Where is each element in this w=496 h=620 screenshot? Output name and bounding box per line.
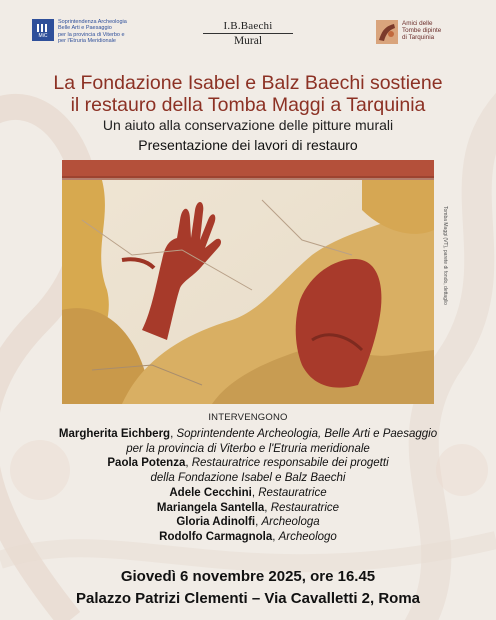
speaker-role-cont: della Fondazione Isabel e Balz Baechi <box>150 472 346 485</box>
speaker-item: Margherita Eichberg, Soprintendente Archeologia, Belle Arti e Paesaggio per la provincia di Viterbo e l'Etruria meridionale <box>58 428 438 455</box>
image-caption: Tomba Maggi (VT), parete di fondo, dettaglio <box>442 206 448 305</box>
speakers-heading: INTERVENGONO <box>208 412 288 423</box>
speaker-list <box>20 427 476 545</box>
speaker-item: Paola Potenza, Restauratrice responsabile dei progetti della Fondazione Isabel e Balz Baechi <box>107 457 389 485</box>
speaker-item: Adele Cecchini, Restauratrice <box>169 486 327 499</box>
logo-bar <box>0 0 496 62</box>
speaker-name: Mariangela Santella <box>156 501 265 514</box>
ministry-name: Soprintendenza Archeologia Belle Arti e Paesaggio per la provincia di Viterbo e per l'Etruria Meridionale <box>58 19 127 44</box>
speaker-item: Rodolfo Carmagnola, Archeologo <box>159 530 337 543</box>
speaker-name: Margherita Eichberg <box>58 428 171 440</box>
speaker-name: Rodolfo Carmagnola <box>159 530 273 543</box>
speaker-role: Restauratrice responsabile dei progetti <box>191 457 389 470</box>
speaker-item: Gloria Adinolfi, Archeologa <box>176 516 320 529</box>
speaker-role-cont: per la provincia di Viterbo e l'Etruria meridionale <box>126 442 370 455</box>
event-venue: Palazzo Patrizi Clementi – Via Cavalletti 2, Roma <box>75 590 421 607</box>
speaker-role: Archeologo <box>278 530 337 543</box>
amici-emblem-icon <box>376 20 398 44</box>
speaker-role: Soprintendente Archeologia, Belle Arti e Paesaggio <box>176 428 438 440</box>
poster-title: La Fondazione Isabel e Balz Baechi sostiene il restauro della Tomba Maggi a Tarquinia <box>53 72 443 116</box>
ministry-logo <box>32 19 168 44</box>
amici-name: Amici delle Tombe dipinte di Tarquinia <box>402 20 442 42</box>
event-date: Giovedì 6 novembre 2025, ore 16.45 <box>120 568 376 585</box>
presentation-heading: Presentazione dei lavori di restauro <box>138 137 358 153</box>
subtitle: Un aiuto alla conservazione delle pitture murali <box>102 117 394 133</box>
speaker-role: Restauratrice <box>258 486 327 499</box>
amici-logo <box>376 20 472 44</box>
mic-logo-icon: MiC <box>32 19 54 41</box>
speaker-name: Paola Potenza <box>107 457 186 470</box>
speaker-item: Mariangela Santella, Restauratrice <box>156 501 340 514</box>
speaker-name: Gloria Adinolfi <box>176 516 256 529</box>
speaker-role: Archeologa <box>261 516 320 529</box>
speaker-name: Adele Cecchini <box>169 486 252 499</box>
speaker-role: Restauratrice <box>270 501 340 514</box>
baechi-mural-logo: I.B.Baechi Mural <box>203 20 293 47</box>
fresco-image <box>62 160 434 404</box>
